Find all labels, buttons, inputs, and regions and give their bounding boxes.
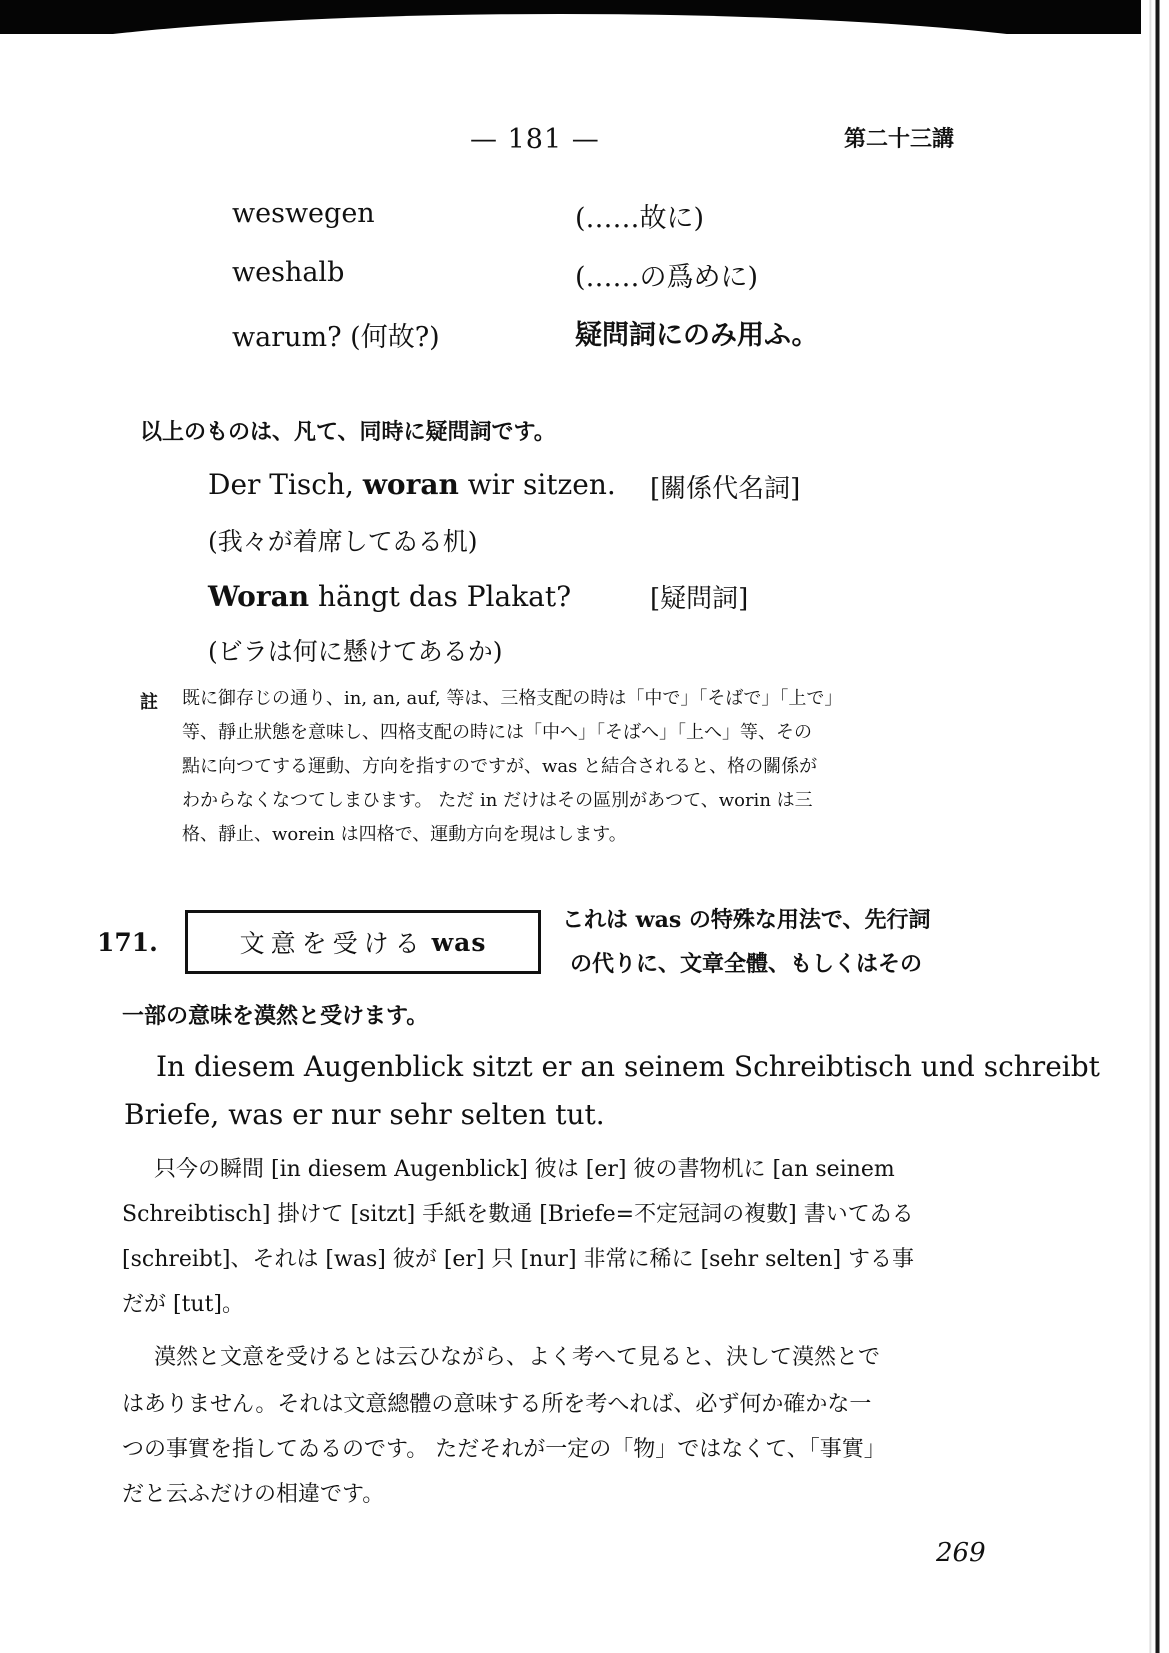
section-side-line: これは was の特殊な用法で、先行詞 — [562, 907, 931, 933]
note-line: 格、靜止、worein は四格で、運動方向を現はします。 — [182, 824, 627, 845]
note-line: 等、靜止狀態を意味し、四格支配の時には「中へ」「そばへ」「上へ」等、その — [182, 722, 812, 743]
example-de-bold: woran — [362, 468, 459, 501]
section-title-box — [185, 910, 541, 974]
intro-text: 以上のものは、凡て、同時に疑問詞です。 — [140, 419, 556, 445]
word-list-de: weshalb — [232, 257, 345, 288]
page-number-footer: 269 — [936, 1538, 986, 1568]
word-list-ja: 疑問詞にのみ用ふ。 — [575, 320, 819, 351]
closing-line: はありません。それは文意總體の意味する所を考へれば、必ず何か確かな一 — [122, 1392, 872, 1417]
section-title: 文意を受ける — [239, 929, 426, 958]
section-title-was: was — [431, 927, 487, 957]
example-sentence-line: In diesem Augenblick sitzt er an seinem Schreibtisch und schreibt — [156, 1050, 1100, 1083]
note-line: 點に向つてする運動、方向を指すのですが、was と結合されると、格の關係が — [182, 756, 818, 777]
example-ja: (ビラは何に懸けてあるか) — [208, 637, 503, 666]
closing-line: 漠然と文意を受けるとは云ひながら、よく考へて見ると、決して漠然とで — [154, 1345, 881, 1370]
scan-shadow-right — [1141, 0, 1169, 1653]
example-de-bold: Woran — [208, 580, 310, 613]
example-sentence-line: Briefe, was er nur sehr selten tut. — [124, 1098, 605, 1131]
example-ja: (我々が着席してゐる机) — [208, 527, 478, 556]
section-side-line: の代りに、文章全體、もしくはその — [570, 951, 923, 977]
word-list-ja: (……故に) — [575, 203, 705, 234]
word-list-de: warum? (何故?) — [232, 322, 440, 353]
note-line: わからなくなつてしまひます。 ただ in だけはその區別があつて、worin は三 — [182, 790, 813, 811]
explanation-line: だが [tut]。 — [122, 1292, 245, 1317]
section-number: 171. — [97, 928, 158, 957]
example-de-post: hängt das Plakat? — [309, 580, 572, 613]
lesson-title: 第二十三講 — [844, 126, 955, 152]
note-line: 既に御存じの通り、in, an, auf, 等は、三格支配の時は「中で」「そばで」「上で」 — [182, 688, 843, 709]
example-de-post: wir sitzen. — [458, 468, 616, 501]
example-tag: [關係代名詞] — [650, 474, 801, 504]
page-number-header: — 181 — — [470, 124, 600, 155]
explanation-line: Schreibtisch] 掛けて [sitzt] 手紙を數通 [Briefe=不定冠詞の複數] 書いてゐる — [122, 1202, 914, 1227]
explanation-line: [schreibt]、それは [was] 彼が [er] 只 [nur] 非常に稀に [sehr selten] する事 — [122, 1247, 915, 1272]
example-tag: [疑問詞] — [650, 584, 749, 614]
word-list-ja: (……の爲めに) — [575, 262, 759, 293]
explanation-line: 只今の瞬間 [in diesem Augenblick] 彼は [er] 彼の書物机に [an seinem — [154, 1157, 895, 1182]
word-list-de: weswegen — [232, 198, 375, 229]
example-de — [208, 580, 571, 613]
closing-line: だと云ふだけの相違です。 — [122, 1482, 385, 1507]
note-label: 註 — [140, 692, 158, 713]
example-de-pre: Der Tisch, — [208, 468, 363, 501]
section-continuation: 一部の意味を漠然と受けます。 — [122, 1003, 429, 1029]
closing-line: つの事實を指してゐるのです。 ただそれが一定の「物」ではなくて、「事實」 — [122, 1437, 886, 1462]
example-de — [208, 468, 616, 501]
